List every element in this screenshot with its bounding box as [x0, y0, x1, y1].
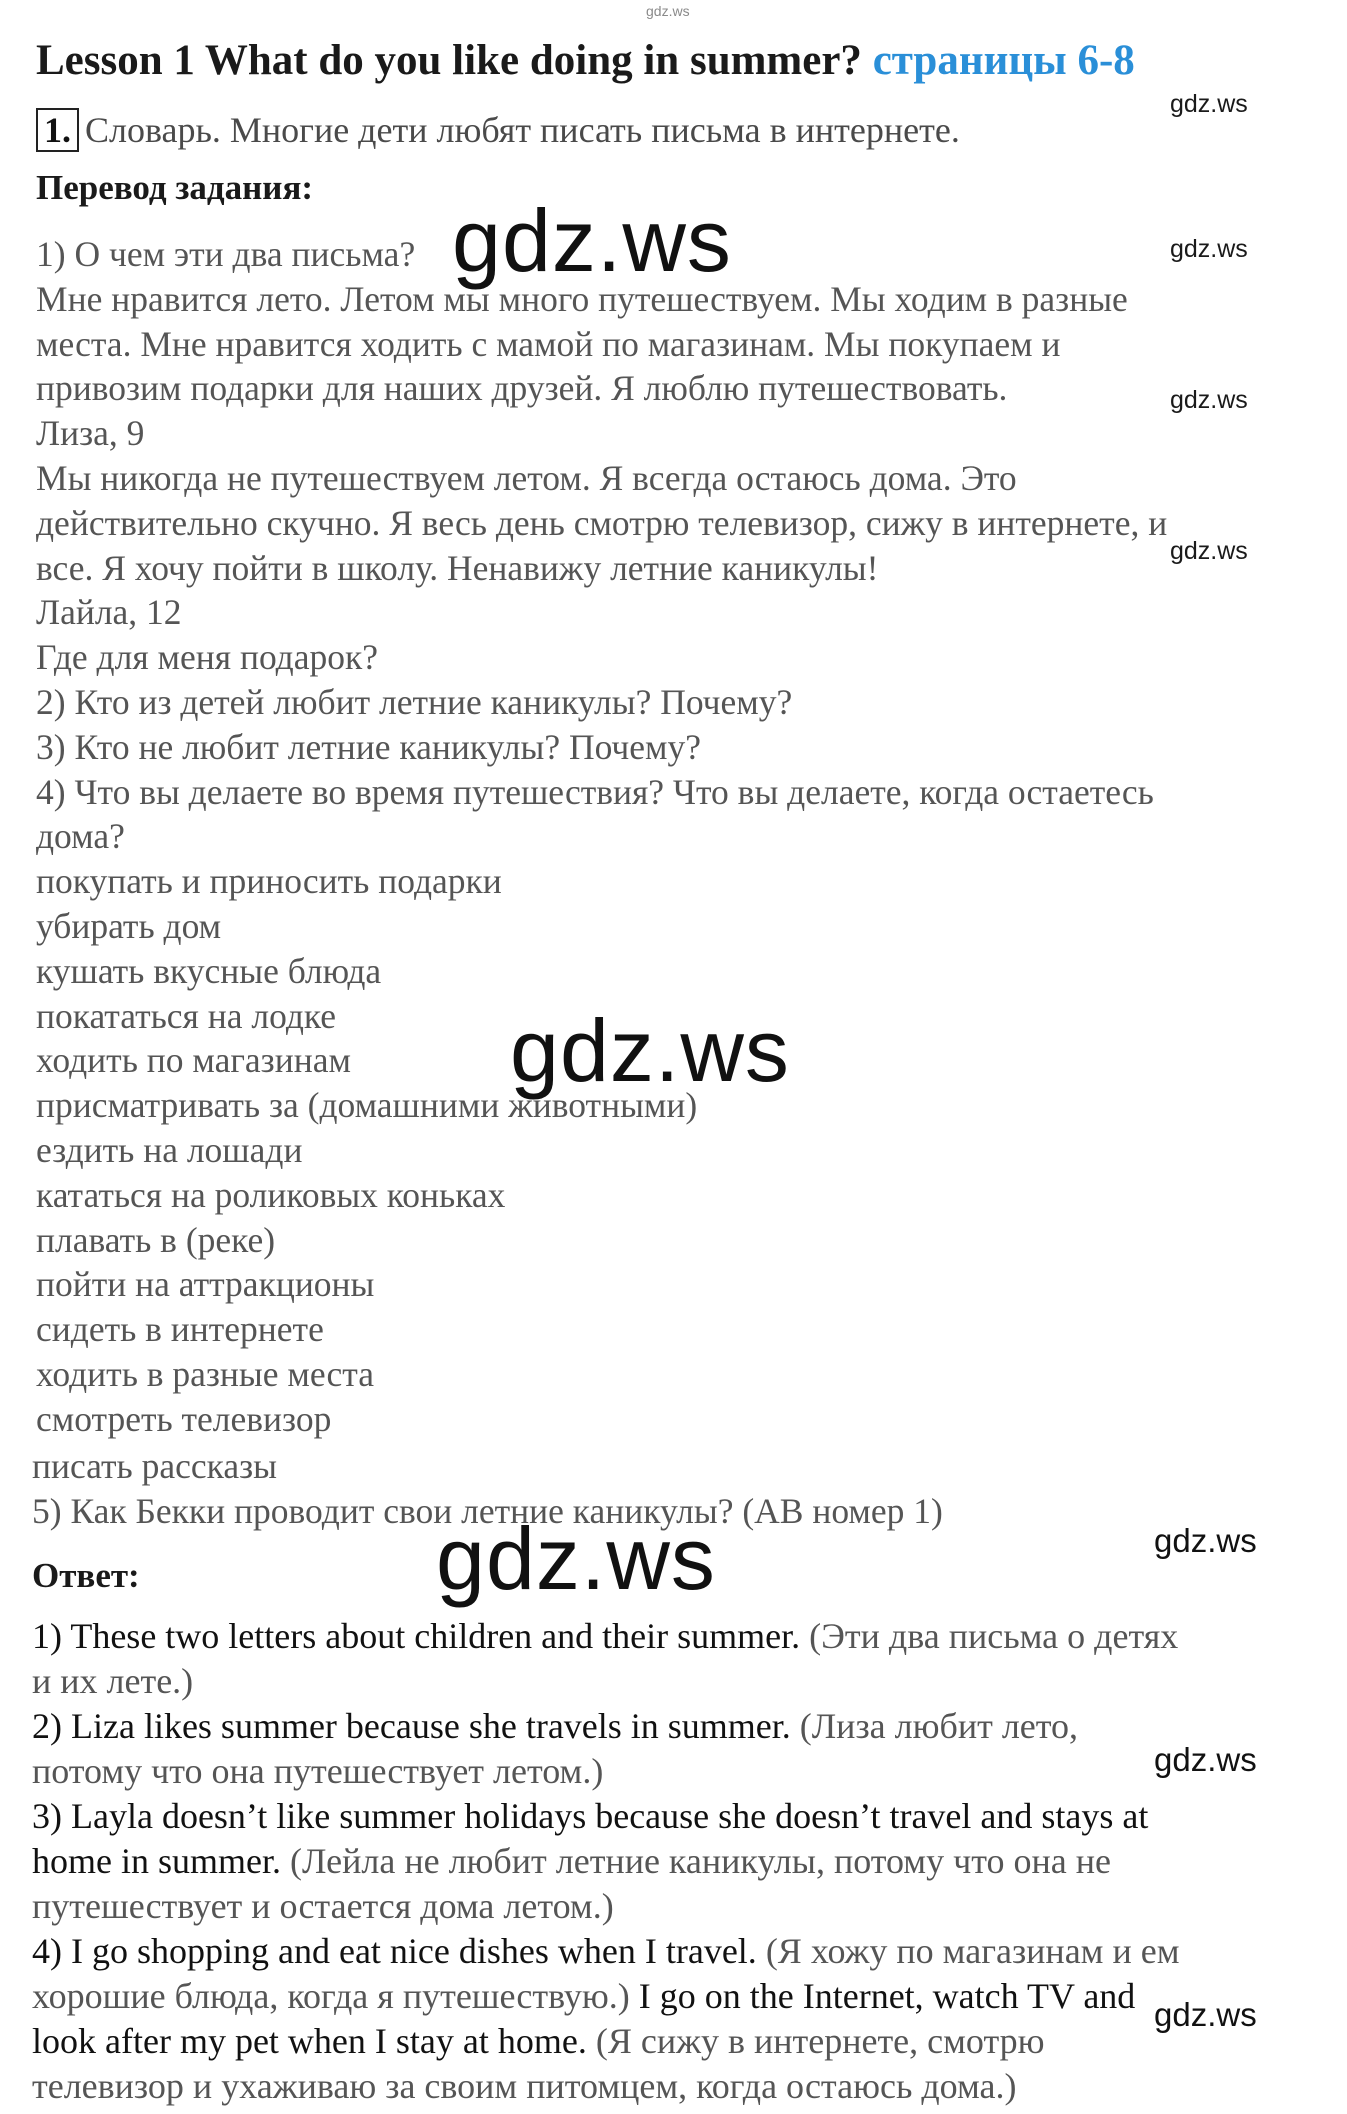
answer-line: потому что она путешествует летом.) — [32, 1751, 604, 1791]
task-text: Словарь. Многие дети любят писать письма в интернете. — [85, 110, 960, 150]
answer-line: телевизор и ухаживаю за своим питомцем, когда остаюсь дома.) — [32, 2066, 1017, 2106]
translation-line: кушать вкусные блюда — [36, 950, 382, 991]
watermark: gdz.ws — [1170, 386, 1248, 414]
translation-block — [36, 232, 1167, 1442]
translation-line: 4) Что вы делаете во время путешествия? Что вы делаете, когда остаетесь — [36, 771, 1154, 812]
watermark-large: gdz.ws — [436, 1509, 716, 1608]
answer-line: 3) Layla doesn’t like summer holidays because she doesn’t travel and stays at — [32, 1796, 1149, 1836]
translation-line: Где для меня подарок? — [36, 637, 378, 678]
translation-line: ездить на лошади — [36, 1129, 303, 1170]
pages-link[interactable]: страницы 6-8 — [872, 37, 1135, 84]
translation-line: Лиза, 9 — [36, 413, 145, 454]
answer-line: 1) These two letters about children and their summer. (Эти два письма о детях — [32, 1616, 1179, 1656]
answer-line: look after my pet when I stay at home. (Я сижу в интернете, смотрю — [32, 2021, 1045, 2061]
watermark: gdz.ws — [1154, 1996, 1257, 2033]
answer-line: home in summer. (Лейла не любит летние каникулы, потому что она не — [32, 1841, 1111, 1881]
translation-line: ходить в разные места — [36, 1353, 374, 1394]
translation-line: покупать и приносить подарки — [36, 861, 502, 902]
task-statement — [36, 108, 960, 152]
answer-heading: Ответ: — [32, 1556, 140, 1595]
lesson-title-text: Lesson 1 What do you like doing in summer? — [36, 37, 862, 84]
translation-line: пойти на аттракционы — [36, 1264, 375, 1305]
translation-line: Лайла, 12 — [36, 592, 182, 633]
translation-line: привозим подарки для наших друзей. Я люблю путешествовать. — [36, 368, 1008, 409]
translation-line: Мы никогда не путешествуем летом. Я всегда остаюсь дома. Это — [36, 457, 1017, 498]
top-watermark: gdz.ws — [646, 3, 690, 19]
translation-line: плавать в (реке) — [36, 1219, 276, 1260]
task-number: 1. — [36, 108, 79, 152]
lesson-title — [36, 36, 1135, 85]
watermark-large: gdz.ws — [452, 191, 732, 290]
translation-line: дома? — [36, 816, 125, 857]
watermark: gdz.ws — [1154, 1522, 1257, 1559]
watermark: gdz.ws — [1154, 1741, 1257, 1778]
translation-line: кататься на роликовых коньках — [36, 1174, 506, 1215]
translation-line: все. Я хочу пойти в школу. Ненавижу летние каникулы! — [36, 547, 879, 588]
translation-line: убирать дом — [36, 905, 222, 946]
watermark: gdz.ws — [1170, 90, 1248, 118]
watermark: gdz.ws — [1170, 235, 1248, 263]
translation-line: 1) О чем эти два письма? — [36, 234, 416, 274]
answer-line: 4) I go shopping and eat nice dishes when I travel. (Я хожу по магазинам и ем — [32, 1931, 1180, 1971]
translation-line: 3) Кто не любит летние каникулы? Почему? — [36, 726, 702, 767]
translation-line: 2) Кто из детей любит летние каникулы? Почему? — [36, 681, 793, 722]
answers-block — [32, 1614, 1179, 2109]
translation-line: Мне нравится лето. Летом мы много путешествуем. Мы ходим в разные — [36, 278, 1128, 319]
answer-line: и их лете.) — [32, 1661, 194, 1701]
translation-line: покататься на лодке — [36, 995, 336, 1036]
answer-line: хорошие блюда, когда я путешествую.) I go on the Internet, watch TV and — [32, 1976, 1136, 2016]
translation-line: присматривать за (домашними животными) — [36, 1085, 698, 1126]
translation-line: ходить по магазинам — [36, 1040, 351, 1081]
answer-line: путешествует и остается дома летом.) — [32, 1886, 614, 1926]
translation-line: места. Мне нравится ходить с мамой по магазинам. Мы покупаем и — [36, 323, 1061, 364]
translation-line: 5) Как Бекки проводит свои летние каникулы? (АВ номер 1) — [32, 1491, 943, 1531]
translation-line: писать рассказы — [32, 1446, 277, 1486]
answer-line: 2) Liza likes summer because she travels in summer. (Лиза любит лето, — [32, 1706, 1079, 1746]
translation-line: смотреть телевизор — [36, 1398, 332, 1439]
watermark: gdz.ws — [1170, 537, 1248, 565]
translation-line: сидеть в интернете — [36, 1309, 324, 1350]
watermark-large: gdz.ws — [510, 1001, 790, 1100]
translation-line: действительно скучно. Я весь день смотрю телевизор, сижу в интернете, и — [36, 502, 1168, 543]
translation-heading: Перевод задания: — [36, 168, 314, 207]
